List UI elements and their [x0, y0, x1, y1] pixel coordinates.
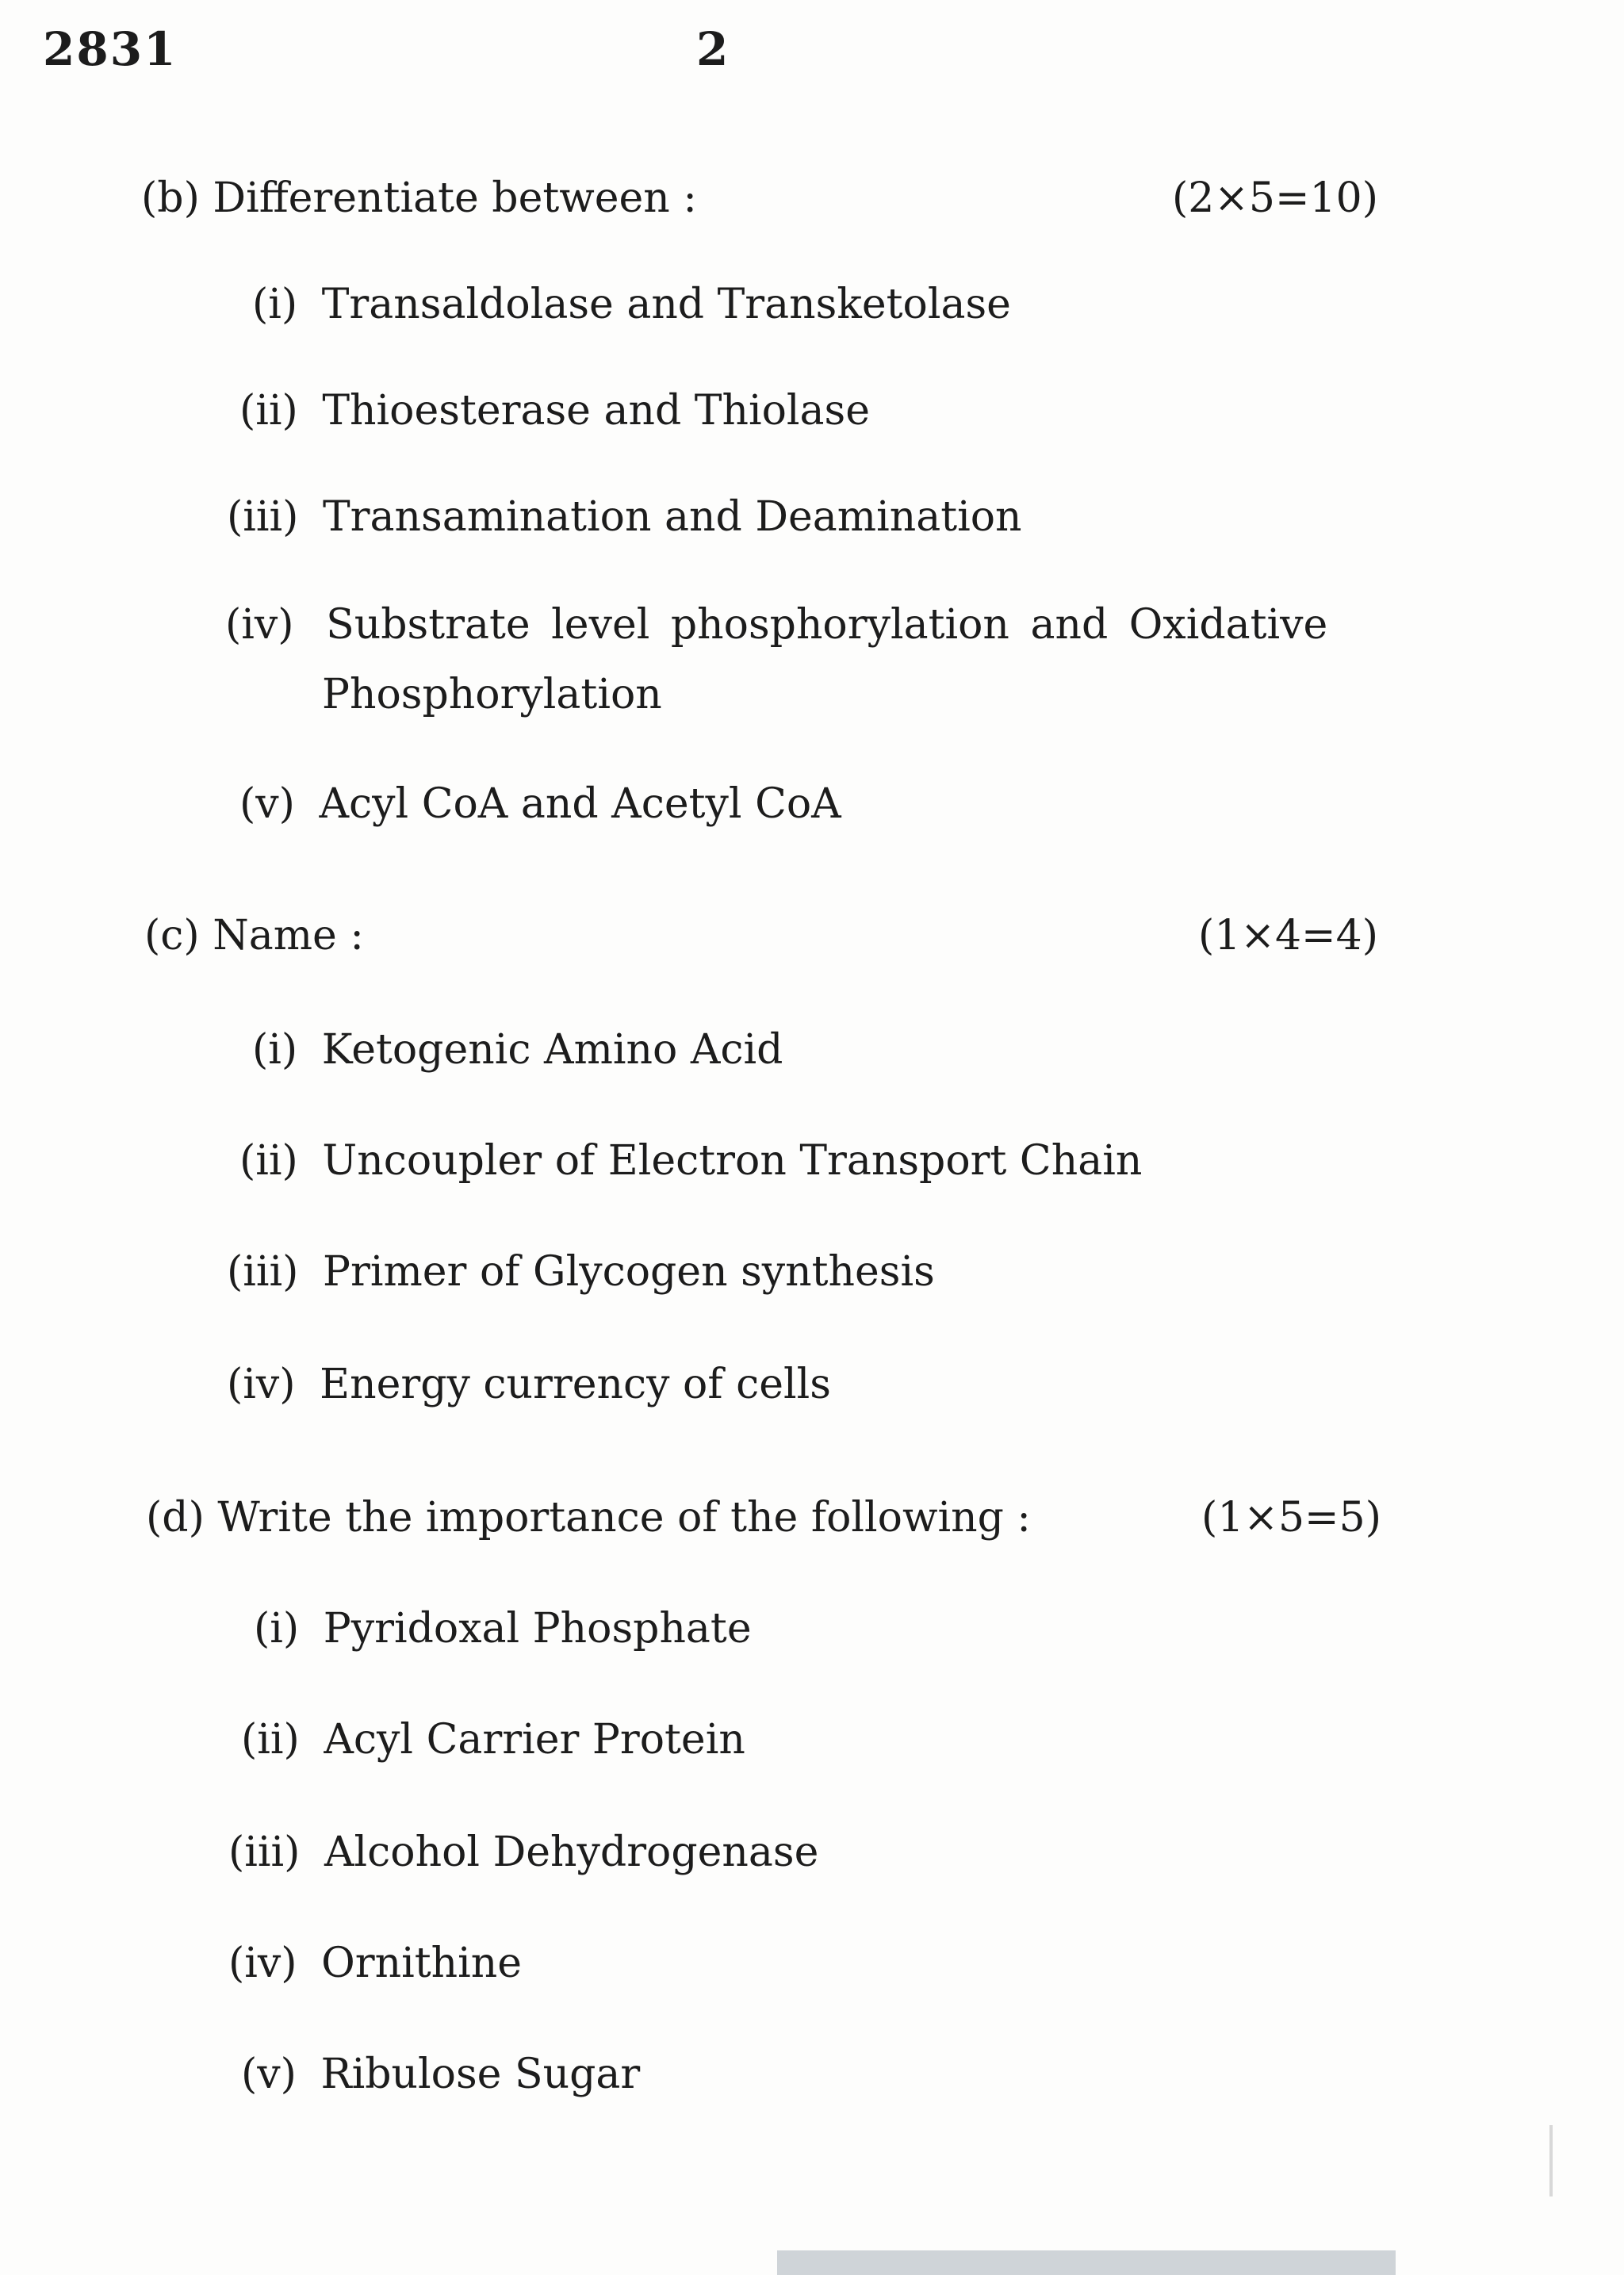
item-text: Uncoupler of Electron Transport Chain: [322, 1137, 1143, 1185]
item-number: (iv): [225, 601, 294, 649]
item-text: Substrate level phosphorylation and Oxidative: [326, 601, 1328, 649]
paper-code: 2831: [43, 22, 178, 76]
item-number: (ii): [241, 1716, 300, 1764]
item-text: Ornithine: [321, 1940, 523, 1987]
section-d-item-3: [228, 1830, 818, 1875]
item-number: (iii): [227, 1248, 299, 1296]
section-d-marks: (1×5=5): [1201, 1494, 1381, 1542]
section-d-item-1: [254, 1607, 752, 1652]
section-c-item-3: [227, 1250, 935, 1295]
section-d-heading: (d) Write the importance of the following :: [146, 1494, 1031, 1542]
section-b-item-1: [252, 282, 1011, 327]
section-c-item-4: [227, 1362, 831, 1408]
item-number: (v): [241, 2051, 297, 2098]
item-text: Ketogenic Amino Acid: [321, 1026, 783, 1074]
item-number: (ii): [239, 1137, 298, 1185]
item-text: Thioesterase and Thiolase: [322, 387, 870, 435]
item-text: Energy currency of cells: [320, 1361, 831, 1408]
item-text: Primer of Glycogen synthesis: [323, 1248, 935, 1296]
item-text: Acyl Carrier Protein: [324, 1716, 745, 1764]
item-number: (i): [252, 281, 298, 328]
item-text: Ribulose Sugar: [320, 2051, 641, 2098]
item-number: (i): [252, 1026, 298, 1074]
item-number: (ii): [239, 387, 298, 435]
section-b-item-2: [239, 389, 870, 434]
section-c-heading: (c) Name :: [144, 912, 364, 959]
section-c-item-1: [252, 1028, 783, 1073]
item-text: Transamination and Deamination: [323, 493, 1022, 541]
section-b-heading: (b) Differentiate between :: [141, 174, 697, 222]
item-text: Pyridoxal Phosphate: [323, 1605, 752, 1653]
section-b-item-4-continuation: Phosphorylation: [322, 671, 662, 718]
section-b-item-4: [225, 603, 1327, 648]
section-d-item-4: [228, 1941, 522, 1986]
section-b-item-3: [227, 495, 1022, 540]
scan-edge-mark: [1549, 2125, 1553, 2196]
item-text: Transaldolase and Transketolase: [321, 281, 1011, 328]
section-b-item-5: [239, 782, 841, 827]
page-number: 2: [696, 22, 729, 76]
section-c-item-2: [239, 1139, 1142, 1184]
item-number: (iv): [227, 1361, 296, 1408]
item-number: (iii): [227, 493, 299, 541]
section-d-item-5: [241, 2052, 640, 2097]
item-text: Alcohol Dehydrogenase: [324, 1829, 819, 1876]
item-number: (iv): [228, 1940, 297, 1987]
item-text: Acyl CoA and Acetyl CoA: [319, 780, 841, 828]
section-b-marks: (2×5=10): [1171, 174, 1378, 222]
section-d-item-2: [241, 1718, 745, 1763]
item-number: (v): [239, 780, 295, 828]
item-number: (i): [254, 1605, 300, 1653]
item-number: (iii): [228, 1829, 301, 1876]
section-c-marks: (1×4=4): [1198, 912, 1378, 959]
scan-bottom-strip: [777, 2250, 1396, 2275]
